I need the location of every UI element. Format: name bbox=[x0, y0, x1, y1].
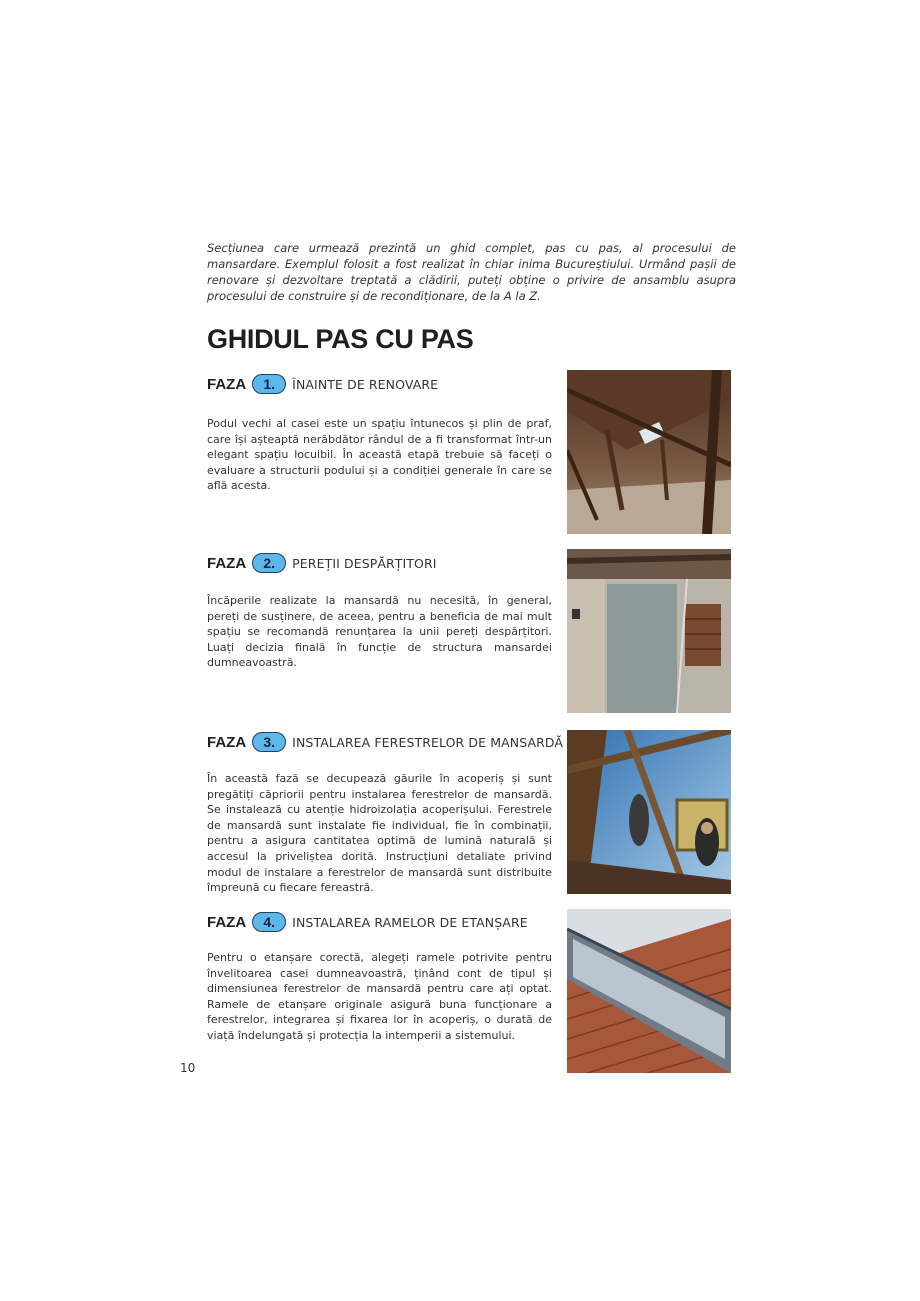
phase-number-badge: 4. bbox=[252, 912, 286, 932]
phase-2-photo bbox=[567, 549, 731, 713]
phase-title: PEREȚII DESPĂRȚITORI bbox=[292, 555, 437, 571]
phase-title: INSTALAREA RAMELOR DE ETANȘARE bbox=[292, 914, 528, 930]
page-number: 10 bbox=[180, 1061, 196, 1075]
phase-label: FAZA bbox=[207, 733, 247, 751]
phase-3-heading bbox=[207, 730, 563, 754]
phase-label: FAZA bbox=[207, 375, 247, 393]
phase-2-heading bbox=[207, 551, 437, 575]
phase-1-body: Podul vechi al casei este un spațiu întunecos și plin de praf, care își așteaptă nerăbdător rândul de a fi transformat într-un elegant spațiu locuibil. În această etapă trebuie să faceți o evaluare a structurii podului și a condiției generale în care se află acesta. bbox=[207, 417, 552, 493]
phase-1-photo bbox=[567, 370, 731, 534]
intro-paragraph: Secțiunea care urmează prezintă un ghid complet, pas cu pas, al procesului de mansardare. Exemplul folosit a fost realizat în chiar inima Bucureștiului. Urmând pașii de renovare și dezvoltare treptată a clădirii, puteți obține o privire de ansamblu asupra procesului de construire și de recondiționare, de la A la Z. bbox=[207, 241, 736, 303]
phase-4-body: Pentru o etanșare corectă, alegeți ramele potrivite pentru învelitoarea casei dumneavoastră, ținând cont de tipul și dimensiunea ferestrelor de mansardă pentru care ați optat. Ramele de etanșare originale asigură buna funcționare a ferestrelor, integrarea și fixarea lor în acoperiș, o durată de viață îndelungată și protecția la intemperii a sistemului. bbox=[207, 951, 552, 1042]
phase-3-body: În această fază se decupează găurile în acoperiș și sunt pregătiți căpriorii pentru instalarea ferestrelor de mansardă. Se instalează cu atenție hidroizolația acoperișului. Ferestrele de mansardă sunt instalate fie individual, fie în combinații, pentru a asigura cantitatea optimă de lumină naturală și accesul la priveliștea dorită. Instrucțiuni detaliate privind modul de instalare a ferestrelor de mansardă sunt distribuite împreună cu fiecare fereastră. bbox=[207, 772, 552, 895]
phase-2-body: Încăperile realizate la mansardă nu necesită, în general, pereți de susținere, de aceea, pentru a beneficia de mai mult spațiu se recomandă renunțarea la unii pereți despărțitori. Luați decizia finală în funcție de structura mansardei dumneavoastră. bbox=[207, 594, 552, 670]
phase-4-photo bbox=[567, 909, 731, 1073]
phase-number-badge: 1. bbox=[252, 374, 286, 394]
phase-1-heading bbox=[207, 372, 438, 396]
phase-title: INSTALAREA FERESTRELOR DE MANSARDĂ bbox=[292, 734, 564, 750]
attic-rafters-image bbox=[567, 370, 731, 534]
phase-label: FAZA bbox=[207, 554, 247, 572]
phase-number-badge: 2. bbox=[252, 553, 286, 573]
phase-4-heading bbox=[207, 910, 528, 934]
phase-title: ÎNAINTE DE RENOVARE bbox=[292, 376, 439, 392]
phase-number-badge: 3. bbox=[252, 732, 286, 752]
phase-3-photo bbox=[567, 730, 731, 894]
partition-walls-image bbox=[567, 549, 731, 713]
phase-label: FAZA bbox=[207, 913, 247, 931]
page-title: GHIDUL PAS CU PAS bbox=[207, 324, 474, 354]
roof-tiles-windows-image bbox=[567, 909, 731, 1073]
roof-window-installation-image bbox=[567, 730, 731, 894]
